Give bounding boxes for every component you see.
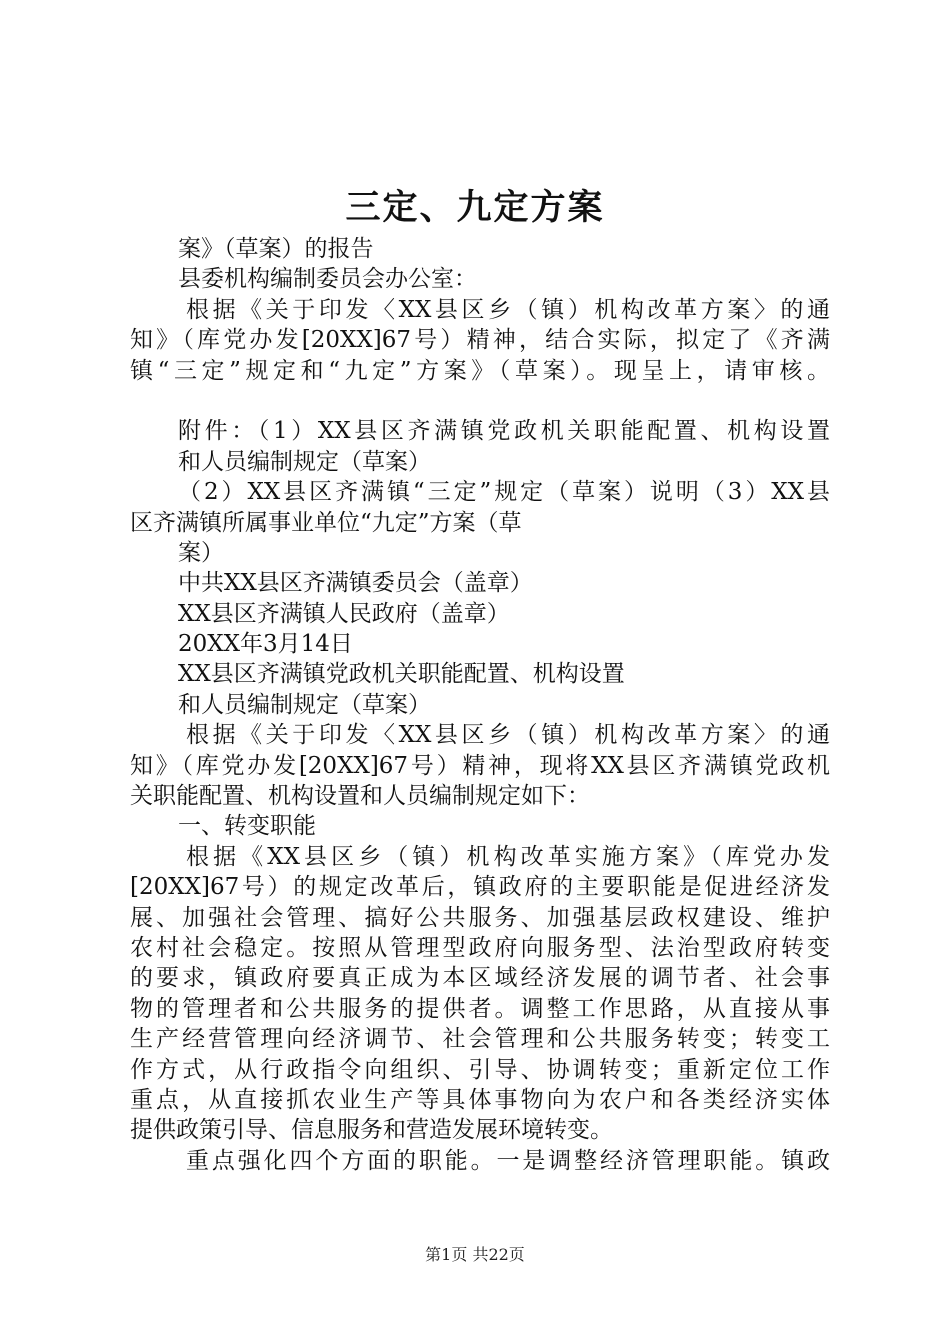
text-line: 和人员编制规定（草案） bbox=[178, 691, 431, 718]
text-line: 作方式，从行政指令向组织、引导、协调转变；重新定位工作 bbox=[130, 1056, 830, 1083]
text-line: 根据《关于印发〈XX县区乡（镇）机构改革方案〉的通 bbox=[186, 722, 830, 749]
text-line: XX县区齐满镇党政机关职能配置、机构设置 bbox=[178, 661, 625, 688]
text-line: 关职能配置、机构设置和人员编制规定如下： bbox=[130, 783, 590, 810]
text-line: 区齐满镇所属事业单位“九定”方案（草 bbox=[130, 509, 522, 536]
text-line: （2）XX县区齐满镇“三定”规定（草案）说明（3）XX县 bbox=[178, 479, 830, 506]
text-line: 案） bbox=[178, 539, 224, 566]
text-line: 提供政策引导、信息服务和营造发展环境转变。 bbox=[130, 1117, 613, 1144]
text-line: 展、加强社会管理、搞好公共服务、加强基层政权建设、维护 bbox=[130, 904, 830, 931]
text-line: 重点强化四个方面的职能。一是调整经济管理职能。镇政 bbox=[186, 1147, 830, 1174]
text-line: 附件：（1）XX县区齐满镇党政机关职能配置、机构设置 bbox=[178, 418, 830, 445]
blank-line bbox=[130, 386, 830, 416]
page-footer: 第1页 共22页 bbox=[425, 1245, 525, 1264]
text-line: 的要求，镇政府要真正成为本区域经济发展的调节者、社会事 bbox=[130, 965, 830, 992]
text-line: 生产经营管理向经济调节、社会管理和公共服务转变；转变工 bbox=[130, 1026, 830, 1053]
text-line: 农村社会稳定。按照从管理型政府向服务型、法治型政府转变 bbox=[130, 934, 830, 961]
text-line: 物的管理者和公共服务的提供者。调整工作思路，从直接从事 bbox=[130, 995, 830, 1022]
text-line: 和人员编制规定（草案） bbox=[178, 448, 431, 475]
text-line: 知》（库党办发[20XX]67号）精神，结合实际，拟定了《齐满 bbox=[130, 327, 830, 354]
text-line: 中共XX县区齐满镇委员会（盖章） bbox=[178, 570, 533, 597]
text-line: 20XX年3月14日 bbox=[178, 631, 353, 658]
text-line: 县委机构编制委员会办公室： bbox=[178, 266, 477, 293]
text-line: [20XX]67号）的规定改革后，镇政府的主要职能是促进经济发 bbox=[130, 874, 830, 901]
document-title: 三定、九定方案 bbox=[345, 187, 605, 228]
text-line: 案》（草案）的报告 bbox=[178, 236, 374, 262]
text-line: 知》（库党办发[20XX]67号）精神，现将XX县区齐满镇党政机 bbox=[130, 752, 830, 779]
text-line: 镇“三定”规定和“九定”方案》（草案）。现呈上，请审核。 bbox=[130, 357, 830, 384]
document-body bbox=[130, 234, 830, 1176]
text-line: 根据《XX县区乡（镇）机构改革实施方案》（库党办发 bbox=[186, 843, 830, 870]
text-line: 根据《关于印发〈XX县区乡（镇）机构改革方案〉的通 bbox=[186, 296, 830, 323]
text-line: 一、转变职能 bbox=[178, 813, 316, 840]
text-line: 重点，从直接抓农业生产等具体事物向为农户和各类经济实体 bbox=[130, 1086, 830, 1113]
text-line: XX县区齐满镇人民政府（盖章） bbox=[178, 600, 510, 627]
